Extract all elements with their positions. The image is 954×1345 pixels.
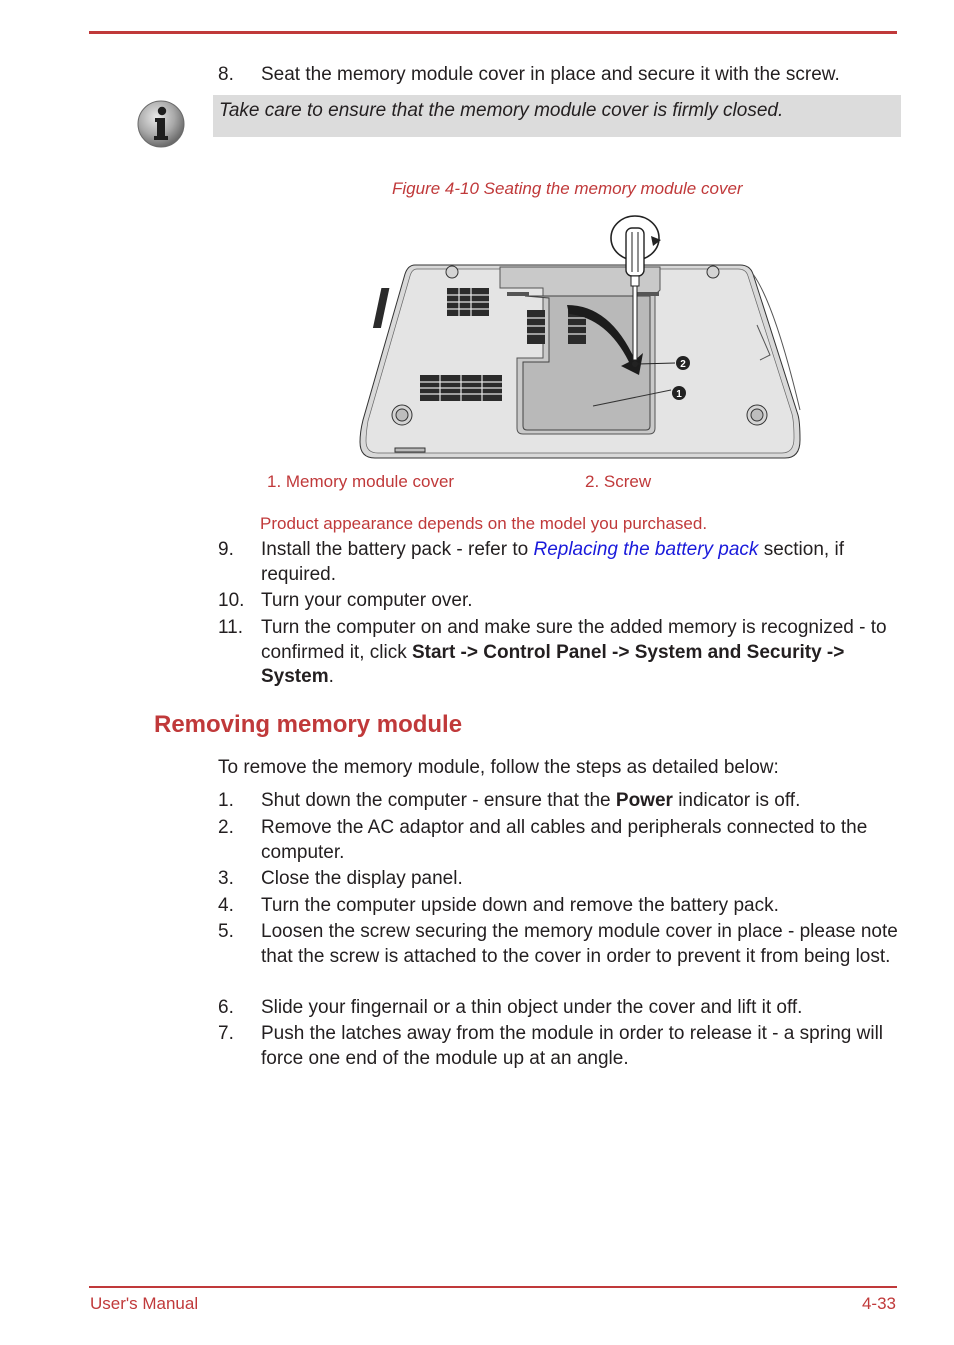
step-number: 8. [218, 64, 234, 85]
removal-step-6 [218, 996, 908, 1021]
removal-step-1 [218, 789, 908, 814]
section-heading: Removing memory module [154, 711, 463, 738]
step-number: 11. [218, 617, 244, 638]
step-number: 2. [218, 817, 234, 838]
step-number: 1. [218, 790, 234, 811]
step-number: 4. [218, 895, 234, 916]
step-9 [218, 538, 908, 587]
note-box [213, 95, 901, 137]
legend-memory-cover: 1. Memory module cover [267, 472, 455, 491]
legend-screw: 2. Screw [585, 472, 652, 491]
step-text [261, 616, 908, 690]
step-number: 6. [218, 997, 234, 1018]
removal-step-2 [218, 816, 908, 865]
step-8 [218, 63, 908, 88]
callout-1: 1 [676, 389, 682, 400]
step-number: 10. [218, 590, 245, 611]
header-rule [89, 31, 897, 34]
footer-manual-title: User's Manual [90, 1294, 199, 1313]
info-icon [136, 99, 186, 149]
step-10 [218, 589, 908, 614]
replacing-battery-link[interactable]: Replacing the battery pack [533, 539, 759, 560]
step-text: Push the latches away from the module in order to release it - a spring will force one end of the module up at an angle. [261, 1023, 884, 1069]
figure-caption: Figure 4-10 Seating the memory module cover [392, 179, 743, 198]
step-text-part: section, if required. [261, 539, 844, 585]
callout-2: 2 [680, 359, 686, 370]
note-text: Take care to ensure that the memory module cover is firmly closed. [219, 100, 784, 121]
step-text: Close the display panel. [261, 868, 463, 889]
removal-step-5 [218, 920, 908, 969]
step-text: Turn the computer upside down and remove the battery pack. [261, 895, 779, 916]
step-text [261, 538, 908, 587]
step-text-part: Install the battery pack - refer to [261, 539, 534, 560]
step-text: Slide your fingernail or a thin object under the cover and lift it off. [261, 997, 803, 1018]
power-indicator-label: Power [615, 790, 673, 811]
step-text [261, 789, 908, 814]
figure-disclaimer: Product appearance depends on the model you purchased. [260, 514, 708, 533]
step-text-part: indicator is off. [672, 790, 801, 811]
step-number: 3. [218, 868, 234, 889]
removal-step-7 [218, 1022, 908, 1071]
step-text: Seat the memory module cover in place and secure it with the screw. [261, 64, 840, 85]
step-number: 9. [218, 539, 234, 560]
step-text: Turn your computer over. [261, 590, 473, 611]
step-text: Loosen the screw securing the memory module cover in place - please note that the screw is attached to the cover in order to prevent it from being lost. [261, 921, 898, 967]
section-intro: To remove the memory module, follow the steps as detailed below: [218, 757, 779, 778]
footer-page-number: 4-33 [861, 1294, 896, 1313]
menu-path: Start -> Control Panel -> System and Security -> System [261, 641, 845, 687]
footer-rule [89, 1286, 897, 1288]
step-text-part: Turn the computer on and make sure the added memory is recognized - to confirmed it, click [261, 617, 887, 663]
step-text-part: Shut down the computer - ensure that the [261, 790, 616, 811]
removal-step-3 [218, 867, 908, 892]
step-11 [218, 616, 908, 690]
removal-step-4 [218, 894, 908, 919]
laptop-bottom-illustration [355, 210, 815, 468]
step-text-part: . [328, 666, 334, 687]
step-number: 7. [218, 1023, 234, 1044]
step-text: Remove the AC adaptor and all cables and peripherals connected to the computer. [261, 817, 868, 863]
step-number: 5. [218, 921, 234, 942]
